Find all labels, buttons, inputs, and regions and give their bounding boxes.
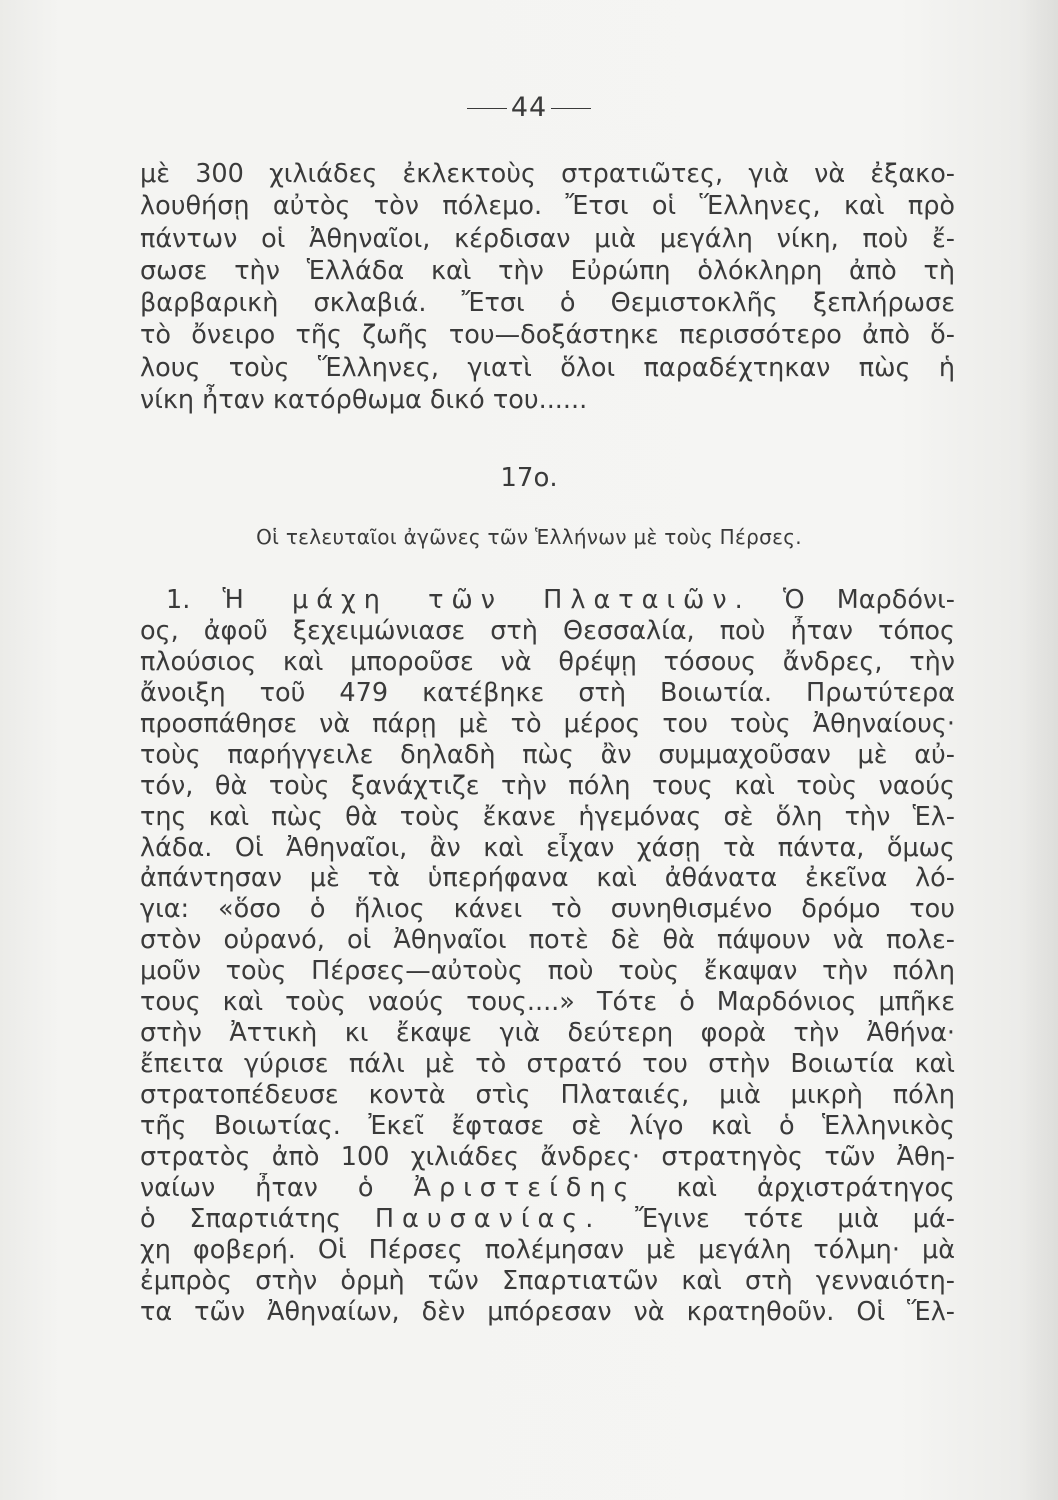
paragraph-2 bbox=[140, 585, 955, 1328]
text-fragment: ὁ Σπαρτιάτης bbox=[140, 1203, 342, 1234]
text-line-first bbox=[140, 585, 955, 616]
item-number: 1. bbox=[166, 585, 191, 615]
text-line: τόν, θὰ τοὺς ξανάχτιζε τὴν πόλη τους καὶ τοὺς ναούς bbox=[140, 770, 955, 801]
name-pausanias: Παυσανίας. bbox=[374, 1203, 602, 1234]
page-number-text: 44 bbox=[510, 92, 548, 123]
text-line: μὲ 300 χιλιάδες ἐκλεκτοὺς στρατιῶτες, γιὰ νὰ ἐξακο- bbox=[140, 159, 955, 189]
text-line: λάδα. Οἱ Ἀθηναῖοι, ἂν καὶ εἶχαν χάσῃ τὰ πάντα, ὅμως bbox=[140, 832, 955, 863]
text-line: τους καὶ τοὺς ναούς τους....» Τότε ὁ Μαρδόνιος μπῆκε bbox=[140, 987, 955, 1018]
text-line: ἔπειτα γύρισε πάλι μὲ τὸ στρατό του στὴν Βοιωτία καὶ bbox=[140, 1049, 955, 1080]
name-aristeidis: Ἀριστείδης bbox=[413, 1172, 637, 1203]
text-fragment: ναίων ἦταν ὁ bbox=[140, 1172, 374, 1203]
section-title: Οἱ τελευταῖοι ἀγῶνες τῶν Ἑλλήνων μὲ τοὺς Πέρσες. bbox=[256, 525, 802, 549]
text-line: λουθήσῃ αὐτὸς τὸν πόλεμο. Ἔτσι οἱ Ἕλληνες, καὶ πρὸ bbox=[140, 191, 955, 222]
section-number: 17ο. bbox=[500, 463, 558, 493]
text-line-pausanias bbox=[140, 1204, 955, 1235]
text-line: της καὶ πὼς θὰ τοὺς ἔκανε ἡγεμόνας σὲ ὅλη τὴν Ἑλ- bbox=[140, 801, 955, 832]
text-line: τῆς Βοιωτίας. Ἐκεῖ ἔφτασε σὲ λίγο καὶ ὁ Ἑλληνικὸς bbox=[140, 1110, 955, 1141]
paragraph-1 bbox=[140, 158, 955, 416]
page-number-dash-right bbox=[551, 108, 591, 109]
text-line: χη φοβερή. Οἱ Πέρσες πολέμησαν μὲ μεγάλη τόλμη· μὰ bbox=[140, 1234, 955, 1265]
text-line: ἄνοιξη τοῦ 479 κατέβηκε στὴ Βοιωτία. Πρωτύτερα bbox=[140, 677, 955, 708]
text-fragment: καὶ ἀρχιστράτηγος bbox=[676, 1172, 955, 1203]
text-line: στρατοπέδευσε κοντὰ στὶς Πλαταιές, μιὰ μικρὴ πόλη bbox=[140, 1080, 955, 1110]
text-line: στρατὸς ἀπὸ 100 χιλιάδες ἄνδρες· στρατηγὸς τῶν Ἀθη- bbox=[140, 1141, 955, 1172]
text-line: ἐμπρὸς στὴν ὁρμὴ τῶν Σπαρτιατῶν καὶ στὴ γενναιότη- bbox=[140, 1265, 955, 1296]
text-line: για: «ὅσο ὁ ἥλιος κάνει τὸ συνηθισμένο δρόμο του bbox=[140, 894, 955, 925]
text-line: τὸ ὄνειρο τῆς ζωῆς του—δοξάστηκε περισσότερο ἀπὸ ὅ- bbox=[140, 320, 955, 351]
text-line: βαρβαρικὴ σκλαβιά. Ἔτσι ὁ Θεμιστοκλῆς ξεπλήρωσε bbox=[140, 288, 955, 319]
text-line: τοὺς παρήγγειλε δηλαδὴ πὼς ἂν συμμαχοῦσαν μὲ αὐ- bbox=[140, 739, 955, 770]
text-line-aristeidis bbox=[140, 1173, 955, 1204]
text-line: ἀπάντησαν μὲ τὰ ὑπερήφανα καὶ ἀθάνατα ἐκεῖνα λό- bbox=[140, 863, 955, 894]
text-line: πάντων οἱ Ἀθηναῖοι, κέρδισαν μιὰ μεγάλη νίκη, ποὺ ἔ- bbox=[140, 223, 955, 254]
subsection-heading: Ἡ μάχη τῶν Πλαταιῶν. bbox=[222, 585, 751, 615]
text-line: προσπάθησε νὰ πάρῃ μὲ τὸ μέρος του τοὺς Ἀθηναίους· bbox=[140, 708, 955, 739]
page-number-dash-left bbox=[467, 108, 507, 109]
text-line: λους τοὺς Ἕλληνες, γιατὶ ὅλοι παραδέχτηκαν πὼς ἡ bbox=[140, 352, 955, 383]
text-line: πλούσιος καὶ μποροῦσε νὰ θρέψῃ τόσους ἄνδρες, τὴν bbox=[140, 646, 955, 677]
text-fragment: Ὁ Μαρδόνι- bbox=[782, 585, 955, 615]
text-line: στὸν οὐρανό, οἱ Ἀθηναῖοι ποτὲ δὲ θὰ πάψουν νὰ πολε- bbox=[140, 925, 955, 956]
text-line: μοῦν τοὺς Πέρσες—αὐτοὺς ποὺ τοὺς ἔκαψαν τὴν πόλη bbox=[140, 956, 955, 987]
page-number bbox=[0, 92, 1058, 123]
text-line: τα τῶν Ἀθηναίων, δὲν μπόρεσαν νὰ κρατηθοῦν. Οἱ Ἕλ- bbox=[140, 1296, 955, 1327]
text-line: ος, ἀφοῦ ξεχειμώνιασε στὴ Θεσσαλία, ποὺ ἦταν τόπος bbox=[140, 615, 955, 646]
text-fragment: Ἔγινε τότε μιὰ μά- bbox=[635, 1203, 955, 1234]
text-line: νίκη ἦταν κατόρθωμα δικό του...... bbox=[140, 385, 588, 416]
text-line: σωσε τὴν Ἑλλάδα καὶ τὴν Εὐρώπη ὁλόκληρη ἀπὸ τὴ bbox=[140, 255, 955, 286]
page-edge-shadow bbox=[1018, 0, 1058, 1500]
text-line: στὴν Ἀττικὴ κι ἔκαψε γιὰ δεύτερη φορὰ τὴν Ἀθήνα· bbox=[140, 1018, 955, 1049]
